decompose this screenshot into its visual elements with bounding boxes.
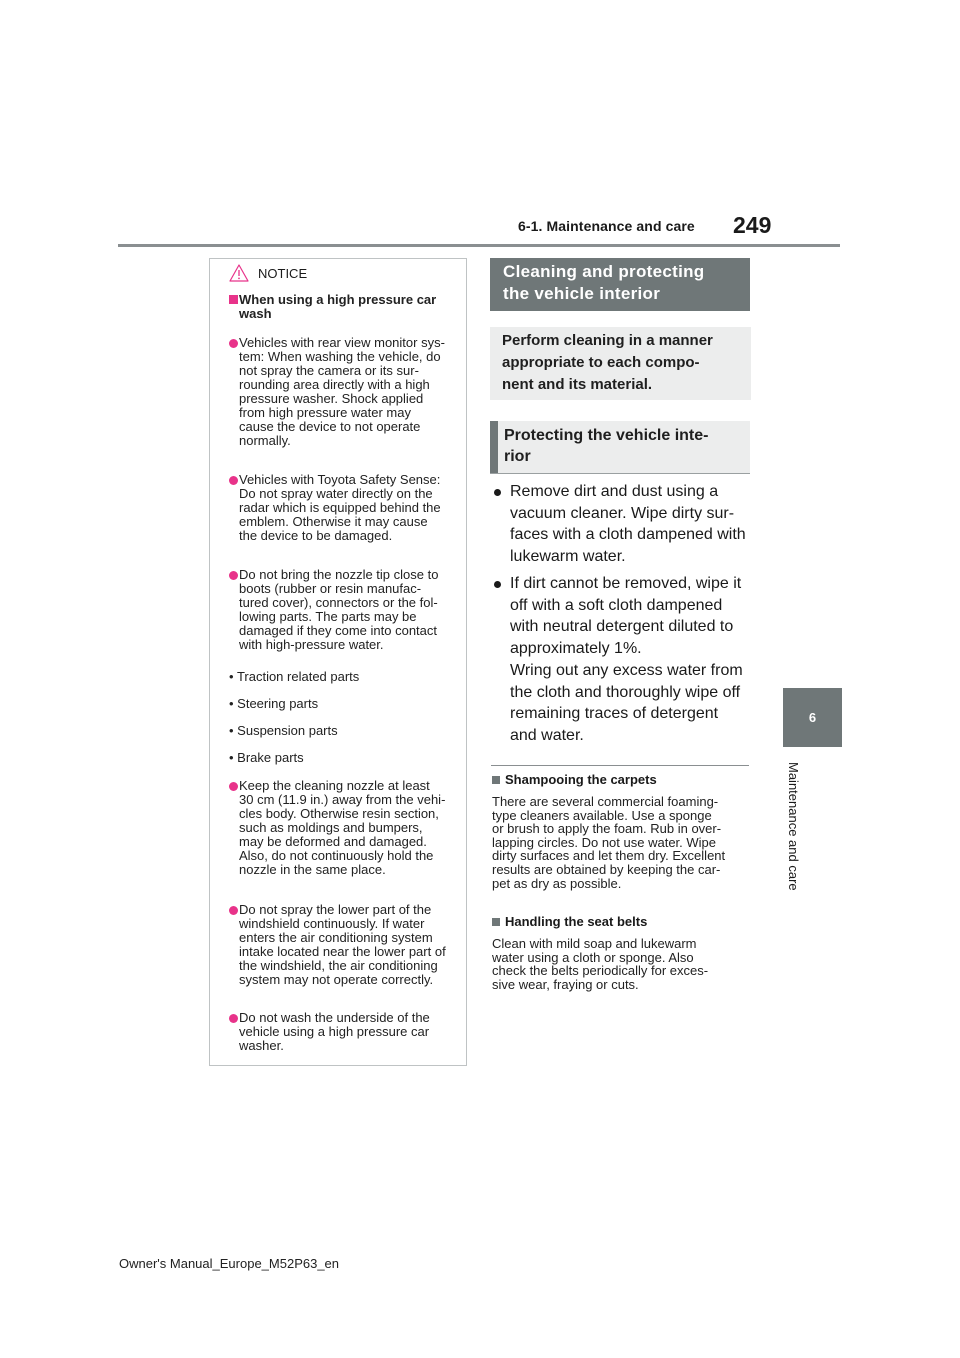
warning-icon — [229, 264, 249, 282]
square-bullet-icon — [492, 918, 500, 926]
subtitle-accent-bar — [490, 421, 498, 474]
intro-text: Perform cleaning in a manner appropriate to each compo- nent and its material. — [490, 327, 751, 400]
notice-item: Do not wash the underside of the vehicle using a high pressure car washer. — [229, 1011, 459, 1053]
footer-text: Owner's Manual_Europe_M52P63_en — [119, 1256, 340, 1271]
section-heading: Handling the seat belts — [492, 914, 647, 929]
chapter-label-container — [783, 762, 805, 912]
page-number: 249 — [733, 212, 772, 238]
section-separator — [491, 765, 749, 766]
notice-title: NOTICE — [258, 266, 308, 281]
dot-bullet-icon — [229, 339, 238, 348]
notice-item: Do not spray the lower part of the windshield continuously. If water enters the air conditioning system intake located near the lower part of the windshield, the air conditioning system may not operate correctly. — [229, 903, 459, 987]
square-bullet-icon — [229, 295, 238, 304]
bullet-dot-icon — [494, 489, 501, 496]
section-text: There are several commercial foaming- type cleaners available. Use a sponge or brush to apply the foam. Rub in over- lapping circles. Do not use water. Wipe dirty surfaces and let them dry. Excellent results are obtained by keeping the car- pet as dry as possible. — [492, 794, 726, 891]
chapter-label: Maintenance and care — [786, 762, 801, 891]
notice-item: Keep the cleaning nozzle at least 30 cm (11.9 in.) away from the vehi- cles body. Otherwise resin section, such as moldings and bumpers, may be deformed and damaged. Also, do not continuously hold the nozzle in the same place. — [229, 779, 459, 877]
main-title: Cleaning and protecting the vehicle interior — [490, 258, 750, 311]
notice-item: Vehicles with Toyota Safety Sense: Do not spray water directly on the radar which is equipped behind the emblem. Otherwise it may cause the device to be damaged. — [229, 473, 459, 543]
dot-bullet-icon — [229, 476, 238, 485]
notice-sub-item: • Suspension parts — [229, 723, 338, 738]
square-bullet-icon — [492, 776, 500, 784]
chapter-tab — [783, 688, 842, 747]
dot-bullet-icon — [229, 906, 238, 915]
section-heading: Shampooing the carpets — [492, 772, 657, 787]
subtitle: Protecting the vehicle inte- rior — [490, 421, 750, 474]
notice-sub-item: • Steering parts — [229, 696, 319, 711]
header-rule — [118, 244, 840, 247]
notice-sub-item: • Brake parts — [229, 750, 304, 765]
subtitle-underline — [490, 473, 750, 474]
notice-item: Do not bring the nozzle tip close to boots (rubber or resin manufac- tured cover), connectors or the fol- lowing parts. The parts may be damaged if they come into contact with high-pressure water. — [229, 568, 459, 652]
notice-header — [210, 259, 466, 286]
chapter-number: 6 — [808, 710, 817, 725]
notice-box — [209, 258, 467, 1066]
notice-item: Vehicles with rear view monitor sys- tem: When washing the vehicle, do not spray the camera or its sur- rounding area directly with a high pressure washer. Shock applied from high pressure water may cause the device to not operate normally. — [229, 336, 459, 448]
section-text: Clean with mild soap and lukewarm water using a cloth or sponge. Also check the belts periodically for exces- sive wear, fraying or cuts. — [492, 936, 709, 992]
dot-bullet-icon — [229, 1014, 238, 1023]
notice-sub-item: • Traction related parts — [229, 669, 360, 684]
notice-heading: When using a high pressure car wash — [229, 293, 459, 321]
bullet-dot-icon — [494, 581, 501, 588]
main-bullet: Remove dirt and dust using a vacuum cleaner. Wipe dirty sur- faces with a cloth dampened with lukewarm water. — [492, 481, 750, 568]
main-bullet: If dirt cannot be removed, wipe it off with a soft cloth dampened with neutral detergent diluted to approximately 1%. Wring out any excess water from the cloth and thoroughly wipe off remaining traces of detergent and water. — [492, 573, 750, 747]
section-title: 6-1. Maintenance and care — [518, 218, 695, 234]
dot-bullet-icon — [229, 571, 238, 580]
dot-bullet-icon — [229, 782, 238, 791]
